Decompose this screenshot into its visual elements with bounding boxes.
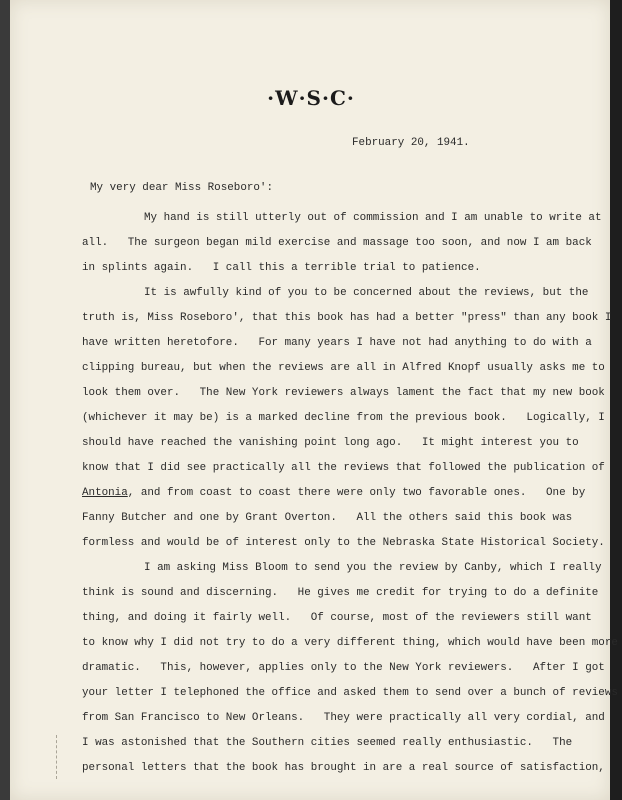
- body-line: to know why I did not try to do a very different thing, which would have been more: [82, 637, 618, 649]
- scan-left-edge: [0, 0, 10, 800]
- body-line: your letter I telephoned the office and asked them to send over a bunch of reviews: [82, 687, 618, 699]
- body-line: truth is, Miss Roseboro', that this book has had a better "press" than any book I: [82, 312, 612, 324]
- letterhead-monogram: ·W·S·C·: [267, 86, 355, 110]
- body-line: (whichever it may be) is a marked decline from the previous book. Logically, I: [82, 412, 605, 424]
- body-line: should have reached the vanishing point long ago. It might interest you to: [82, 437, 579, 449]
- body-line: in splints again. I call this a terrible trial to patience.: [82, 262, 481, 274]
- body-line: I am asking Miss Bloom to send you the review by Canby, which I really: [144, 562, 602, 574]
- body-line: dramatic. This, however, applies only to the New York reviewers. After I got: [82, 662, 605, 674]
- body-line: from San Francisco to New Orleans. They were practically all very cordial, and: [82, 712, 605, 724]
- margin-pencil-mark: [56, 735, 59, 779]
- letter-body: [82, 208, 618, 774]
- scan-right-edge: [610, 0, 622, 800]
- body-line: My hand is still utterly out of commission and I am unable to write at: [144, 212, 602, 224]
- body-line: all. The surgeon began mild exercise and massage too soon, and now I am back: [82, 237, 592, 249]
- body-line: think is sound and discerning. He gives me credit for trying to do a definite: [82, 587, 599, 599]
- body-line: look them over. The New York reviewers always lament the fact that my new book: [82, 387, 605, 399]
- body-line: thing, and doing it fairly well. Of course, most of the reviewers still want: [82, 612, 592, 624]
- body-line: I was astonished that the Southern cities seemed really enthusiastic. The: [82, 737, 573, 749]
- letter-date: February 20, 1941.: [352, 137, 470, 149]
- body-line: personal letters that the book has brought in are a real source of satisfaction,: [82, 762, 605, 774]
- salutation: My very dear Miss Roseboro':: [90, 182, 273, 194]
- body-line: Fanny Butcher and one by Grant Overton. All the others said this book was: [82, 512, 573, 524]
- body-line: [82, 483, 585, 503]
- body-line: It is awfully kind of you to be concerned about the reviews, but the: [144, 287, 589, 299]
- antonia-line-rest: , and from coast to coast there were only two favorable ones. One by: [127, 487, 586, 499]
- body-line: know that I did see practically all the reviews that followed the publication of: [82, 462, 605, 474]
- book-title-antonia: Antonia: [82, 487, 128, 499]
- body-line: have written heretofore. For many years I have not had anything to do with a: [82, 337, 592, 349]
- body-line: formless and would be of interest only to the Nebraska State Historical Society.: [82, 537, 605, 549]
- body-line: clipping bureau, but when the reviews are all in Alfred Knopf usually asks me to: [82, 362, 605, 374]
